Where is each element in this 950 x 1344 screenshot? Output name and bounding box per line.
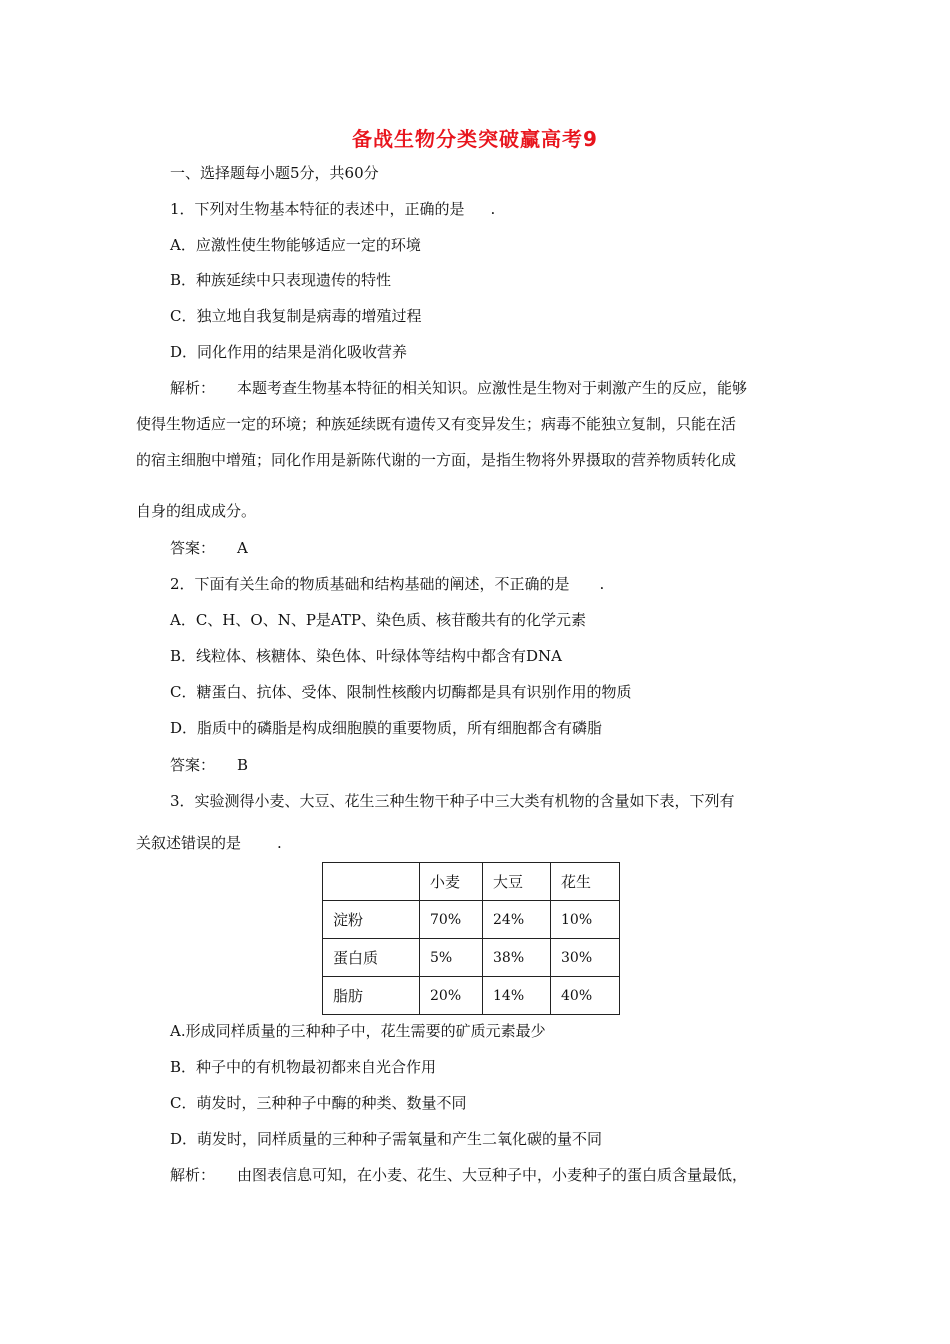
table-cell: 淀粉: [323, 901, 420, 939]
table-row: [323, 901, 620, 939]
answer-label: 答案：: [170, 539, 216, 557]
answer-label: 答案：: [170, 756, 216, 774]
q3-option-d: D．萌发时，同样质量的三种种子需氧量和产生二氧化碳的量不同: [170, 1130, 603, 1148]
nutrient-content-table: [322, 862, 620, 1015]
analysis-text: 由图表信息可知，在小麦、花生、大豆种子中，小麦种子的蛋白质含量最低，: [237, 1166, 748, 1184]
table-cell: 70%: [420, 901, 483, 939]
q1-option-d: D．同化作用的结果是消化吸收营养: [170, 343, 408, 361]
question-stem-text: 2．下面有关生命的物质基础和结构基础的阐述，不正确的是: [170, 575, 570, 593]
q1-option-a: A．应激性使生物能够适应一定的环境: [170, 236, 421, 254]
table-header-cell: 花生: [551, 863, 620, 901]
section-heading: 一、选择题每小题5分，共60分: [170, 164, 379, 182]
q1-option-b: B．种族延续中只表现遗传的特性: [170, 271, 392, 289]
table-header-cell: 大豆: [483, 863, 551, 901]
table-header-cell: [323, 863, 420, 901]
q1-option-c: C．独立地自我复制是病毒的增殖过程: [170, 307, 422, 325]
table-cell: 24%: [483, 901, 551, 939]
answer-value: A: [237, 539, 248, 557]
table-header-cell: 小麦: [420, 863, 483, 901]
table-row: [323, 977, 620, 1015]
q1-analysis-line-2: 使得生物适应一定的环境；种族延续既有遗传又有变异发生；病毒不能独立复制，只能在活: [136, 415, 737, 433]
q3-analysis-first-line: [170, 1165, 747, 1185]
table-cell: 30%: [551, 939, 620, 977]
q2-option-c: C．糖蛋白、抗体、受体、限制性核酸内切酶都是具有识别作用的物质: [170, 683, 632, 701]
q3-option-a: A.形成同样质量的三种种子中，花生需要的矿质元素最少: [170, 1022, 546, 1040]
answer-value: B: [237, 756, 249, 774]
question-2-stem: [170, 574, 604, 594]
analysis-text: 本题考查生物基本特征的相关知识。应激性是生物对于刺激产生的反应，能够: [237, 379, 748, 397]
table-cell: 40%: [551, 977, 620, 1015]
q2-option-b: B．线粒体、核糖体、染色体、叶绿体等结构中都含有DNA: [170, 647, 563, 665]
table-cell: 5%: [420, 939, 483, 977]
question-1-stem: [170, 199, 495, 219]
table-cell: 38%: [483, 939, 551, 977]
question-stem-text: 关叙述错误的是: [136, 834, 242, 852]
answer-blank: .: [277, 834, 282, 852]
table-cell: 20%: [420, 977, 483, 1015]
document-title: 备战生物分类突破赢高考9: [352, 127, 598, 151]
table-cell: 脂肪: [323, 977, 420, 1015]
analysis-label: 解析：: [170, 379, 216, 397]
table-header-row: [323, 863, 620, 901]
table-cell: 14%: [483, 977, 551, 1015]
q2-answer: [170, 755, 248, 775]
analysis-label: 解析：: [170, 1166, 216, 1184]
table-row: [323, 939, 620, 977]
question-stem-text: 1．下列对生物基本特征的表述中，正确的是: [170, 200, 465, 218]
question-3-stem-line-1: 3．实验测得小麦、大豆、花生三种生物干种子中三大类有机物的含量如下表，下列有: [170, 792, 735, 810]
q3-option-b: B．种子中的有机物最初都来自光合作用: [170, 1058, 437, 1076]
answer-blank: .: [490, 200, 496, 218]
q1-answer: [170, 538, 248, 558]
q1-analysis-line-4: 自身的组成成分。: [136, 502, 257, 520]
question-3-stem-line-2: [136, 833, 282, 853]
table-cell: 蛋白质: [323, 939, 420, 977]
q2-option-d: D．脂质中的磷脂是构成细胞膜的重要物质，所有细胞都含有磷脂: [170, 719, 603, 737]
q3-option-c: C．萌发时，三种种子中酶的种类、数量不同: [170, 1094, 467, 1112]
q2-option-a: A．C、H、O、N、P是ATP、染色质、核苷酸共有的化学元素: [170, 611, 587, 629]
q1-analysis-line-3: 的宿主细胞中增殖；同化作用是新陈代谢的一方面，是指生物将外界摄取的营养物质转化成: [136, 451, 737, 469]
q1-analysis-first-line: [170, 378, 747, 398]
table-cell: 10%: [551, 901, 620, 939]
answer-blank: .: [599, 575, 605, 593]
